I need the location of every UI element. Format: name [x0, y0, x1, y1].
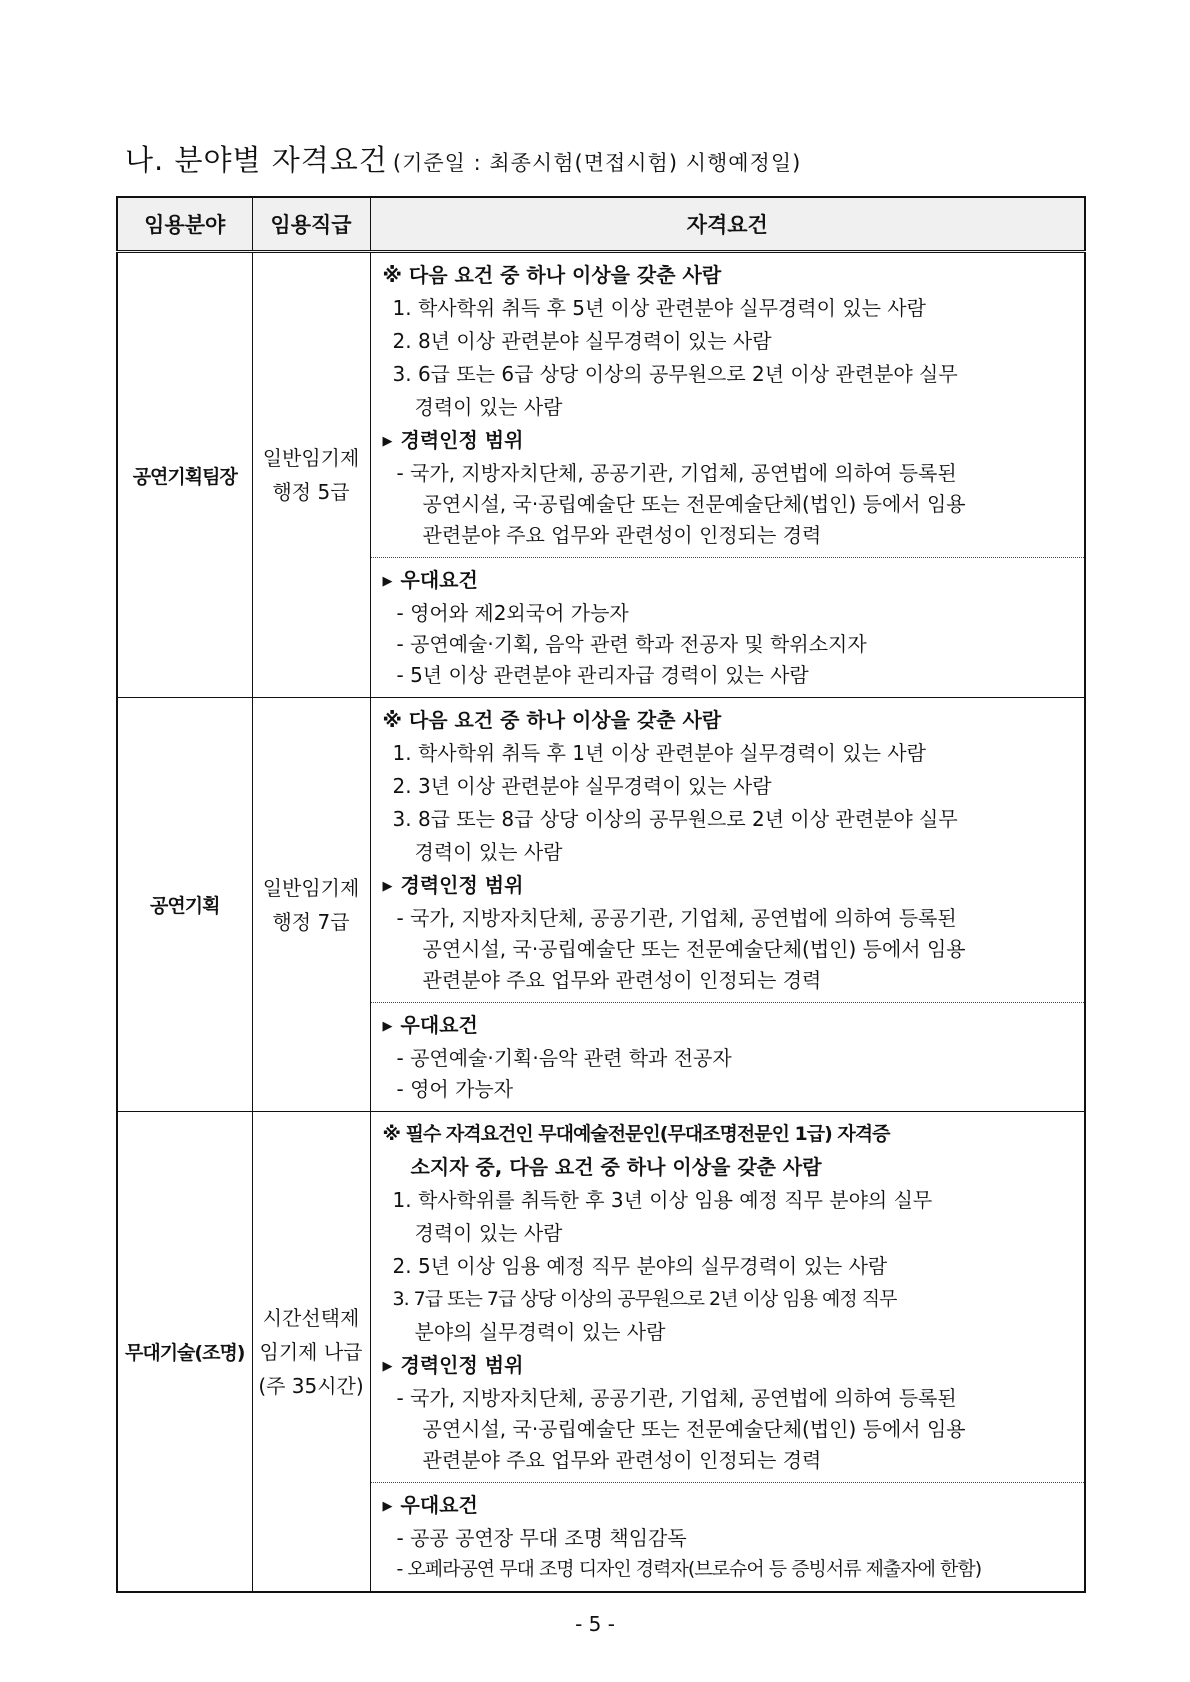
- requirement-item: 2. 3년 이상 관련분야 실무경력이 있는 사람: [392, 774, 772, 798]
- requirements-heading: ※ 다음 요건 중 하나 이상을 갖춘 사람: [382, 708, 722, 732]
- requirement-item: 경력이 있는 사람: [414, 840, 563, 864]
- preferred-item: - 공공 공연장 무대 조명 책임감독: [396, 1526, 687, 1550]
- career-heading: ▶ 경력인정 범위: [383, 869, 1075, 903]
- requirements-block: [371, 698, 1085, 1003]
- field-cell: 공연기획: [117, 698, 252, 1112]
- preferred-item: - 영어 가능자: [396, 1077, 514, 1101]
- requirements-cell: [370, 252, 1085, 698]
- preferred-block: [371, 558, 1085, 697]
- requirements-heading: ※ 필수 자격요건인 무대예술전문인(무대조명전문인 1급) 자격증: [382, 1123, 890, 1145]
- header-requirements: 자격요건: [370, 197, 1085, 252]
- grade-line: 임기제 나급: [259, 1339, 363, 1364]
- career-heading: ▶ 경력인정 범위: [383, 424, 1075, 458]
- preferred-heading: ▶ 우대요건: [383, 564, 1075, 598]
- grade-line: 일반임기제: [262, 446, 360, 470]
- triangle-bullet-icon: ▶: [382, 434, 393, 449]
- grade-cell: [252, 1112, 370, 1593]
- grade-line: 행정 7급: [272, 909, 350, 934]
- section-title: 나. 분야별 자격요건: [125, 143, 388, 177]
- preferred-heading: ▶ 우대요건: [383, 1009, 1075, 1043]
- preferred-item: - 공연예술·기획, 음악 관련 학과 전공자 및 학위소지자: [396, 632, 867, 656]
- requirement-item: 경력이 있는 사람: [414, 395, 563, 419]
- header-field: 임용분야: [117, 197, 252, 252]
- triangle-bullet-icon: ▶: [382, 1019, 393, 1034]
- field-cell: 공연기획팀장: [117, 252, 252, 698]
- triangle-bullet-icon: ▶: [382, 1359, 393, 1374]
- grade-cell: [252, 252, 370, 698]
- requirement-item: 분야의 실무경력이 있는 사람: [414, 1320, 666, 1344]
- grade-cell: [252, 698, 370, 1112]
- grade-line: 시간선택제: [262, 1305, 360, 1330]
- triangle-bullet-icon: ▶: [382, 1499, 393, 1514]
- career-line: - 국가, 지방자치단체, 공공기관, 기업체, 공연법에 의하여 등록된: [396, 1386, 957, 1410]
- grade-line: 일반임기제: [262, 875, 360, 900]
- requirement-item: 3. 6급 또는 6급 상당 이상의 공무원으로 2년 이상 관련분야 실무: [392, 362, 958, 386]
- requirements-cell: [370, 698, 1085, 1112]
- section-heading: [125, 138, 801, 179]
- grade-line: (주 35시간): [258, 1373, 364, 1398]
- requirement-item: 2. 5년 이상 임용 예정 직무 분야의 실무경력이 있는 사람: [392, 1254, 888, 1278]
- requirements-block: [371, 1112, 1085, 1483]
- requirement-item: 2. 8년 이상 관련분야 실무경력이 있는 사람: [392, 329, 772, 353]
- requirement-item: 경력이 있는 사람: [414, 1221, 563, 1245]
- requirements-heading: ※ 다음 요건 중 하나 이상을 갖춘 사람: [382, 263, 722, 287]
- header-grade: 임용직급: [252, 197, 370, 252]
- requirement-item: 1. 학사학위를 취득한 후 3년 이상 임용 예정 직무 분야의 실무: [392, 1188, 933, 1212]
- section-basis-date: (기준일 : 최종시험(면접시험) 시행예정일): [392, 151, 802, 175]
- career-line: - 국가, 지방자치단체, 공공기관, 기업체, 공연법에 의하여 등록된: [396, 906, 957, 930]
- career-line: 공연시설, 국·공립예술단 또는 전문예술단체(법인) 등에서 임용: [422, 1417, 966, 1441]
- table-row: [117, 252, 1085, 698]
- requirement-item: 1. 학사학위 취득 후 5년 이상 관련분야 실무경력이 있는 사람: [392, 296, 926, 320]
- career-line: 공연시설, 국·공립예술단 또는 전문예술단체(법인) 등에서 임용: [422, 492, 966, 516]
- preferred-block: [371, 1003, 1085, 1111]
- table-row: [117, 698, 1085, 1112]
- page-number: - 5 -: [575, 1612, 615, 1636]
- career-line: 공연시설, 국·공립예술단 또는 전문예술단체(법인) 등에서 임용: [422, 937, 966, 961]
- qualification-table: [116, 196, 1086, 1593]
- career-line: 관련분야 주요 업무와 관련성이 인정되는 경력: [422, 1448, 822, 1472]
- requirement-item: 3. 7급 또는 7급 상당 이상의 공무원으로 2년 이상 임용 예정 직무: [392, 1288, 897, 1310]
- grade-line: 행정 5급: [272, 480, 350, 504]
- requirement-item: 3. 8급 또는 8급 상당 이상의 공무원으로 2년 이상 관련분야 실무: [392, 807, 958, 831]
- preferred-item: - 공연예술·기획·음악 관련 학과 전공자: [396, 1046, 732, 1070]
- table-header-row: [117, 197, 1085, 252]
- triangle-bullet-icon: ▶: [382, 574, 393, 589]
- table-row: [117, 1112, 1085, 1593]
- career-line: - 국가, 지방자치단체, 공공기관, 기업체, 공연법에 의하여 등록된: [396, 461, 957, 485]
- preferred-item: - 5년 이상 관련분야 관리자급 경력이 있는 사람: [396, 663, 809, 687]
- preferred-heading: ▶ 우대요건: [383, 1489, 1075, 1523]
- preferred-item: - 오페라공연 무대 조명 디자인 경력자(브로슈어 등 증빙서류 제출자에 한함): [396, 1558, 982, 1580]
- preferred-block: [371, 1483, 1085, 1591]
- requirements-block: [371, 253, 1085, 558]
- triangle-bullet-icon: ▶: [382, 879, 393, 894]
- requirements-heading-continued: 소지자 중, 다음 요건 중 하나 이상을 갖춘 사람: [410, 1155, 822, 1179]
- preferred-item: - 영어와 제2외국어 가능자: [396, 601, 629, 625]
- field-cell: 무대기술(조명): [117, 1112, 252, 1593]
- career-line: 관련분야 주요 업무와 관련성이 인정되는 경력: [422, 523, 822, 547]
- career-heading: ▶ 경력인정 범위: [383, 1349, 1075, 1383]
- requirement-item: 1. 학사학위 취득 후 1년 이상 관련분야 실무경력이 있는 사람: [392, 741, 926, 765]
- career-line: 관련분야 주요 업무와 관련성이 인정되는 경력: [422, 968, 822, 992]
- requirements-cell: [370, 1112, 1085, 1593]
